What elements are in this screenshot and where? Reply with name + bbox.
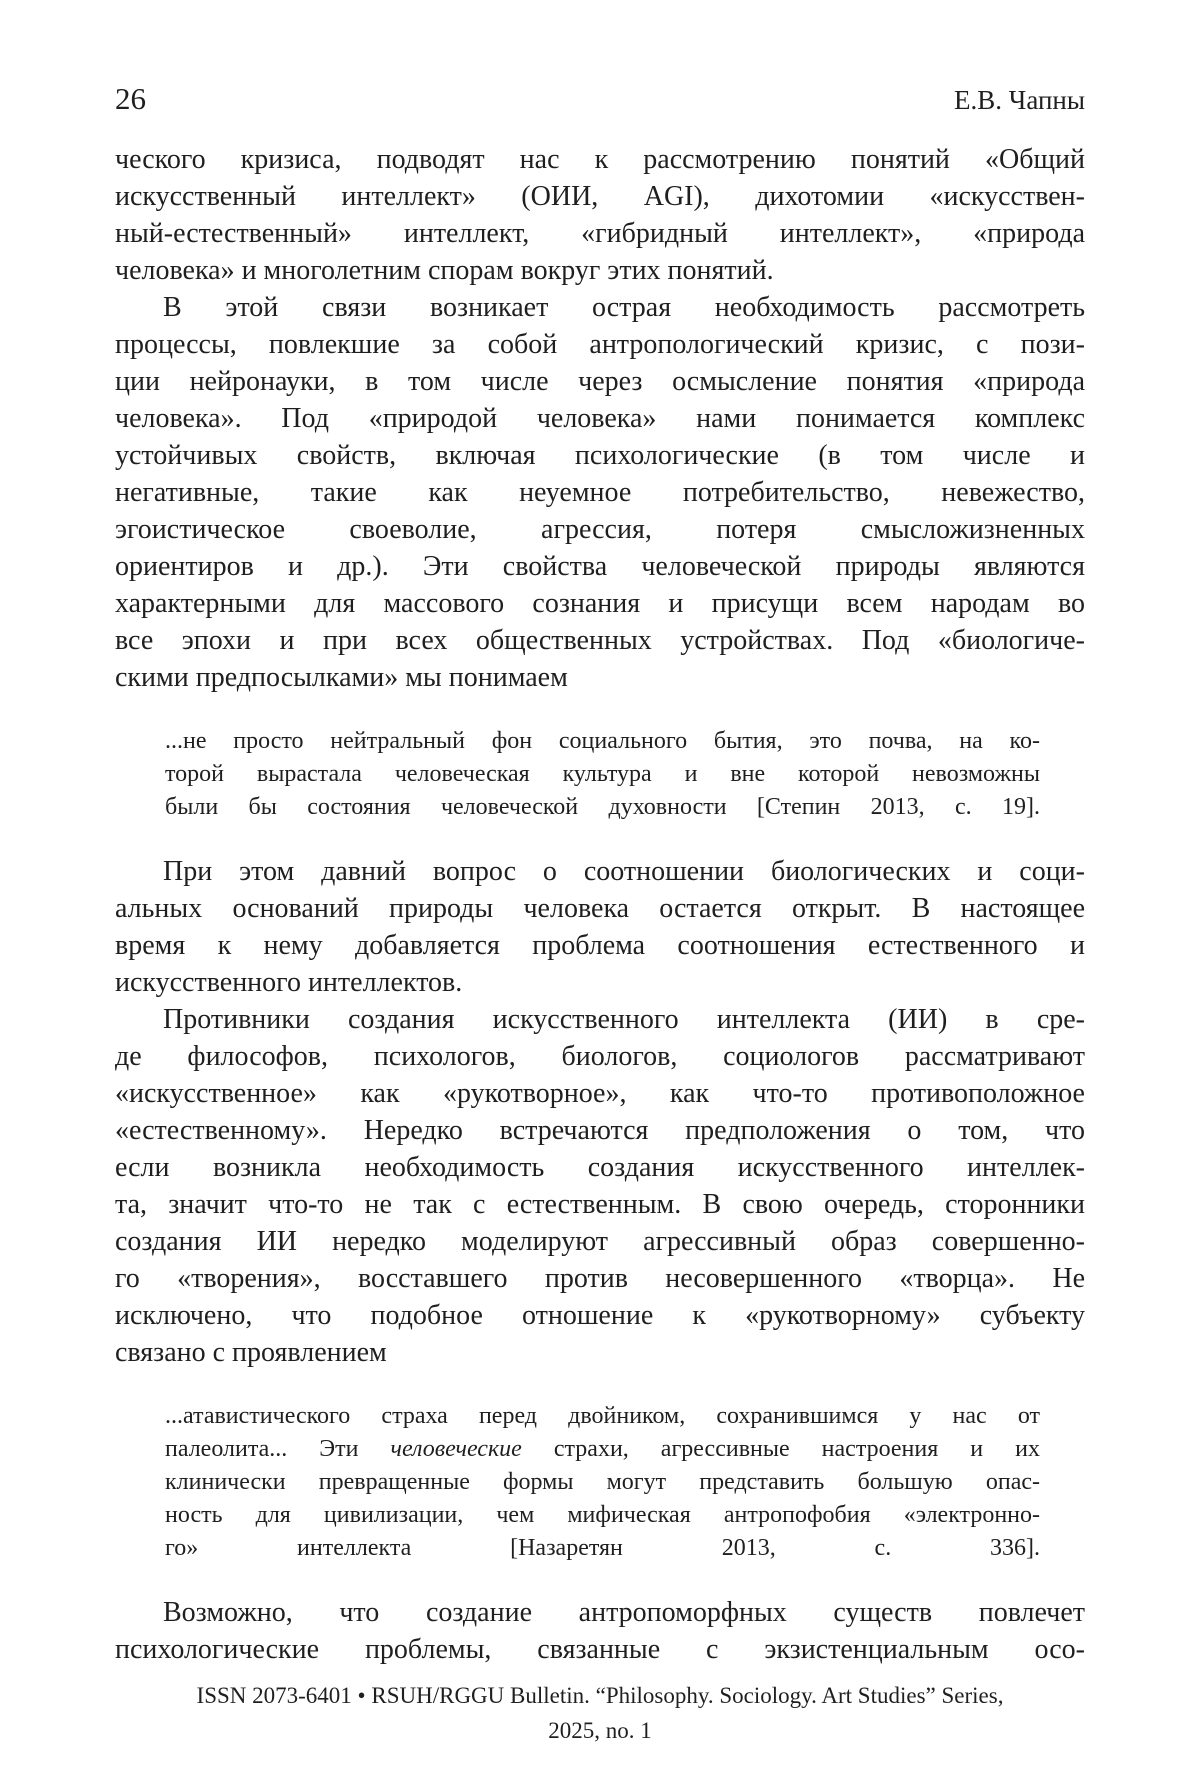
text-line: психологические проблемы, связанные с экзистенциальным осо-: [115, 1634, 1085, 1665]
quote-text-segment: палеолита... Эти: [165, 1436, 391, 1462]
footer-issn-line: ISSN 2073-6401 • RSUH/RGGU Bulletin. “Philosophy. Sociology. Art Studies” Series,: [196, 1683, 1004, 1708]
text-line: эгоистическое своеволие, агрессия, потеря смысложизненных: [115, 514, 1085, 545]
text-line: Противники создания искусственного интеллекта (ИИ) в сре-: [163, 1004, 1085, 1035]
page-footer: [115, 1678, 1085, 1748]
block-quote-stepin: [165, 725, 1040, 824]
quote-line: ность для цивилизации, чем мифическая антропофобия «электронно-: [165, 1502, 1040, 1528]
quote-line: го» интеллекта [Назаретян 2013, с. 336].: [165, 1535, 1040, 1561]
text-line: ориентиров и др.). Эти свойства человеческой природы являются: [115, 551, 1085, 582]
text-line: ции нейронауки, в том числе через осмысление понятия «природа: [115, 366, 1085, 397]
text-line: создания ИИ нередко моделируют агрессивный образ совершенно-: [115, 1226, 1085, 1257]
text-line: При этом давний вопрос о соотношении биологических и соци-: [163, 856, 1085, 887]
text-line: ческого кризиса, подводят нас к рассмотрению понятий «Общий: [115, 144, 1085, 175]
page-number: 26: [115, 81, 146, 116]
block-quote-nazaretyan: [165, 1400, 1040, 1565]
quote-line: были бы состояния человеческой духовности [Степин 2013, с. 19].: [165, 794, 1040, 820]
text-line: процессы, повлекшие за собой антропологический кризис, с пози-: [115, 329, 1085, 360]
text-line: искусственный интеллект» (ОИИ, AGI), дихотомии «искусствен-: [115, 181, 1085, 212]
footer-issue-line: 2025, no. 1: [548, 1718, 652, 1743]
quote-line: клинически превращенные формы могут представить большую опас-: [165, 1469, 1040, 1495]
text-line: ный-естественный» интеллект, «гибридный интеллект», «природа: [115, 218, 1085, 249]
text-line: скими предпосылками» мы понимаем: [115, 662, 568, 693]
text-line: время к нему добавляется проблема соотношения естественного и: [115, 930, 1085, 961]
running-head-author: Е.В. Чапны: [954, 85, 1085, 115]
quote-line: ...не просто нейтральный фон социального бытия, это почва, на ко-: [165, 728, 1040, 754]
text-line: де философов, психологов, биологов, социологов рассматривают: [115, 1041, 1085, 1072]
paragraph: [115, 289, 1085, 696]
text-line: все эпохи и при всех общественных устройствах. Под «биологиче-: [115, 625, 1085, 656]
quote-italic-term: человеческие: [390, 1436, 522, 1462]
running-head: [115, 82, 1085, 117]
text-line: «естественному». Нередко встречаются предположения о том, что: [115, 1115, 1085, 1146]
text-line: «искусственное» как «рукотворное», как что-то противоположное: [115, 1078, 1085, 1109]
paragraph: [115, 1001, 1085, 1371]
text-line: устойчивых свойств, включая психологические (в том числе и: [115, 440, 1085, 471]
paragraph: [115, 1594, 1085, 1668]
text-line: та, значит что-то не так с естественным. В свою очередь, сторонники: [115, 1189, 1085, 1220]
text-line: исключено, что подобное отношение к «рукотворному» субъекту: [115, 1300, 1085, 1331]
text-line: связано с проявлением: [115, 1337, 387, 1368]
quote-text-segment: страхи, агрессивные настроения и их: [521, 1436, 1040, 1462]
text-line: негативные, такие как неуемное потребительство, невежество,: [115, 477, 1085, 508]
quote-line: торой вырастала человеческая культура и вне которой невозможны: [165, 761, 1040, 787]
quote-line: [165, 1433, 1040, 1466]
text-line: если возникла необходимость создания искусственного интеллек-: [115, 1152, 1085, 1183]
text-line: характерными для массового сознания и присущи всем народам во: [115, 588, 1085, 619]
text-line: Возможно, что создание антропоморфных существ повлечет: [163, 1597, 1085, 1628]
paragraph-continuation: [115, 141, 1085, 289]
text-line: человека» и многолетним спорам вокруг этих понятий.: [115, 255, 774, 286]
text-line: человека». Под «природой человека» нами понимается комплекс: [115, 403, 1085, 434]
paragraph: [115, 853, 1085, 1001]
text-line: альных оснований природы человека остается открыт. В настоящее: [115, 893, 1085, 924]
text-line: В этой связи возникает острая необходимость рассмотреть: [163, 292, 1085, 323]
text-line: искусственного интеллектов.: [115, 967, 463, 998]
quote-line: ...атавистического страха перед двойником, сохранившимся у нас от: [165, 1403, 1040, 1429]
text-line: го «творения», восставшего против несовершенного «творца». Не: [115, 1263, 1085, 1294]
